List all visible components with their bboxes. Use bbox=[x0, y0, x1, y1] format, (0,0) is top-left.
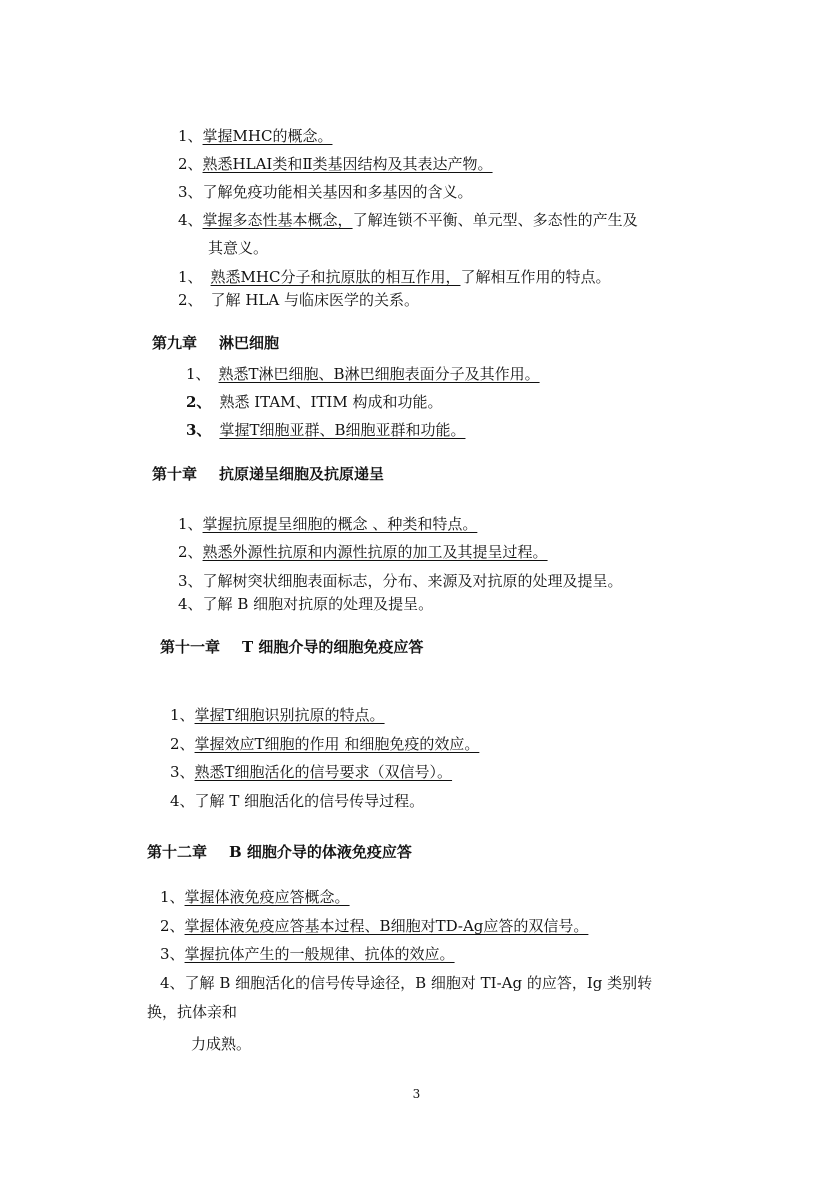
chapter-title: 抗原递呈细胞及抗原递呈 bbox=[219, 465, 385, 483]
item-number: 1、 bbox=[160, 888, 185, 906]
item-text: 了解免疫功能相关基因和多基因的含义。 bbox=[202, 183, 473, 201]
list-item bbox=[186, 392, 443, 412]
chapter-title: B 细胞介导的体液免疫应答 bbox=[229, 843, 412, 861]
item-number: 3、 bbox=[160, 945, 185, 963]
chapter-heading bbox=[147, 842, 412, 862]
list-item bbox=[170, 734, 479, 754]
item-text-underlined: 熟悉MHC分子和抗原肽的相互作用， bbox=[210, 268, 461, 286]
list-item bbox=[178, 210, 638, 230]
item-text-underlined: 掌握T细胞识别抗原的特点。 bbox=[194, 706, 385, 724]
item-text-underlined: 掌握T细胞亚群、B细胞亚群和功能。 bbox=[219, 421, 466, 439]
list-item bbox=[160, 944, 455, 964]
list-item bbox=[186, 420, 465, 440]
item-number: 1、 bbox=[170, 706, 195, 724]
item-number: 2、 bbox=[160, 917, 185, 935]
item-number: 2、 bbox=[170, 735, 195, 753]
item-text: 了解树突状细胞表面标志，分布、来源及对抗原的处理及提呈。 bbox=[202, 572, 623, 590]
item-text-underlined: 熟悉HLAⅠ类和Ⅱ类基因结构及其表达产物。 bbox=[202, 155, 493, 173]
item-text-underlined: 掌握体液免疫应答基本过程、B细胞对TD-Ag应答的双信号。 bbox=[184, 917, 589, 935]
list-item bbox=[170, 705, 385, 725]
item-number: 3、 bbox=[178, 572, 203, 590]
item-number: 4、 bbox=[160, 974, 185, 992]
chapter-title: T 细胞介导的细胞免疫应答 bbox=[242, 638, 424, 656]
item-text-underlined: 掌握抗原提呈细胞的概念 、种类和特点。 bbox=[202, 515, 478, 533]
list-item bbox=[178, 154, 493, 174]
item-text-underlined: 掌握多态性基本概念， bbox=[202, 211, 353, 229]
item-text-underlined: 掌握抗体产生的一般规律、抗体的效应。 bbox=[184, 945, 455, 963]
item-number: 3、 bbox=[170, 763, 195, 781]
item-number: 2、 bbox=[178, 543, 203, 561]
item-text: 了解 B 细胞活化的信号传导途径，B 细胞对 TI-Ag 的应答，Ig 类别转 bbox=[184, 974, 653, 992]
item-text: 了解相互作用的特点。 bbox=[460, 268, 611, 286]
list-item bbox=[170, 791, 424, 811]
list-item bbox=[178, 267, 610, 287]
list-item bbox=[178, 126, 332, 146]
chapter-number: 第十二章 bbox=[147, 843, 208, 861]
item-text-underlined: 熟悉T细胞活化的信号要求（双信号）。 bbox=[194, 763, 453, 781]
item-number: 1、 bbox=[178, 268, 203, 286]
item-text: 熟悉 ITAM、ITIM 构成和功能。 bbox=[219, 393, 443, 411]
list-item bbox=[178, 571, 623, 591]
list-item bbox=[160, 973, 652, 993]
chapter-number: 第十一章 bbox=[160, 638, 221, 656]
item-number: 4、 bbox=[178, 211, 203, 229]
item-number: 3、 bbox=[178, 183, 203, 201]
list-item-continuation bbox=[208, 238, 268, 258]
list-item bbox=[160, 887, 350, 907]
item-number: 1、 bbox=[178, 127, 203, 145]
item-number: 4、 bbox=[178, 595, 203, 613]
item-text: 其意义。 bbox=[208, 239, 269, 257]
item-text: 了解 T 细胞活化的信号传导过程。 bbox=[194, 792, 425, 810]
chapter-title: 淋巴细胞 bbox=[219, 334, 280, 352]
chapter-number: 第九章 bbox=[152, 334, 198, 352]
list-item bbox=[178, 542, 548, 562]
item-number: 2、 bbox=[178, 155, 203, 173]
list-item bbox=[178, 290, 419, 310]
list-item bbox=[186, 364, 540, 384]
chapter-heading bbox=[160, 637, 423, 657]
chapter-heading bbox=[152, 333, 279, 353]
page-number: 3 bbox=[412, 1087, 421, 1101]
item-text-underlined: 熟悉T淋巴细胞、B淋巴细胞表面分子及其作用。 bbox=[218, 365, 540, 383]
item-number: 1、 bbox=[178, 515, 203, 533]
item-text: 了解 HLA 与临床医学的关系。 bbox=[210, 291, 419, 309]
chapter-number: 第十章 bbox=[152, 465, 198, 483]
list-item bbox=[170, 762, 452, 782]
chapter-heading bbox=[152, 464, 384, 484]
list-item bbox=[160, 916, 588, 936]
item-number: 1、 bbox=[186, 365, 211, 383]
item-text: 力成熟。 bbox=[191, 1035, 252, 1053]
item-number: 3、 bbox=[186, 421, 212, 439]
list-item-continuation bbox=[147, 1002, 237, 1022]
item-text-underlined: 掌握体液免疫应答概念。 bbox=[184, 888, 350, 906]
list-item bbox=[178, 514, 477, 534]
item-text-underlined: 掌握效应T细胞的作用 和细胞免疫的效应。 bbox=[194, 735, 480, 753]
item-number: 2、 bbox=[186, 393, 212, 411]
list-item bbox=[178, 594, 433, 614]
item-number: 2、 bbox=[178, 291, 203, 309]
list-item bbox=[178, 182, 473, 202]
item-text-underlined: 熟悉外源性抗原和内源性抗原的加工及其提呈过程。 bbox=[202, 543, 548, 561]
item-text: 了解 B 细胞对抗原的处理及提呈。 bbox=[202, 595, 434, 613]
list-item-continuation bbox=[191, 1034, 251, 1054]
item-text-underlined: 掌握MHC的概念。 bbox=[202, 127, 333, 145]
item-text: 了解连锁不平衡、单元型、多态性的产生及 bbox=[352, 211, 638, 229]
item-number: 4、 bbox=[170, 792, 195, 810]
item-text: 换，抗体亲和 bbox=[147, 1003, 238, 1021]
